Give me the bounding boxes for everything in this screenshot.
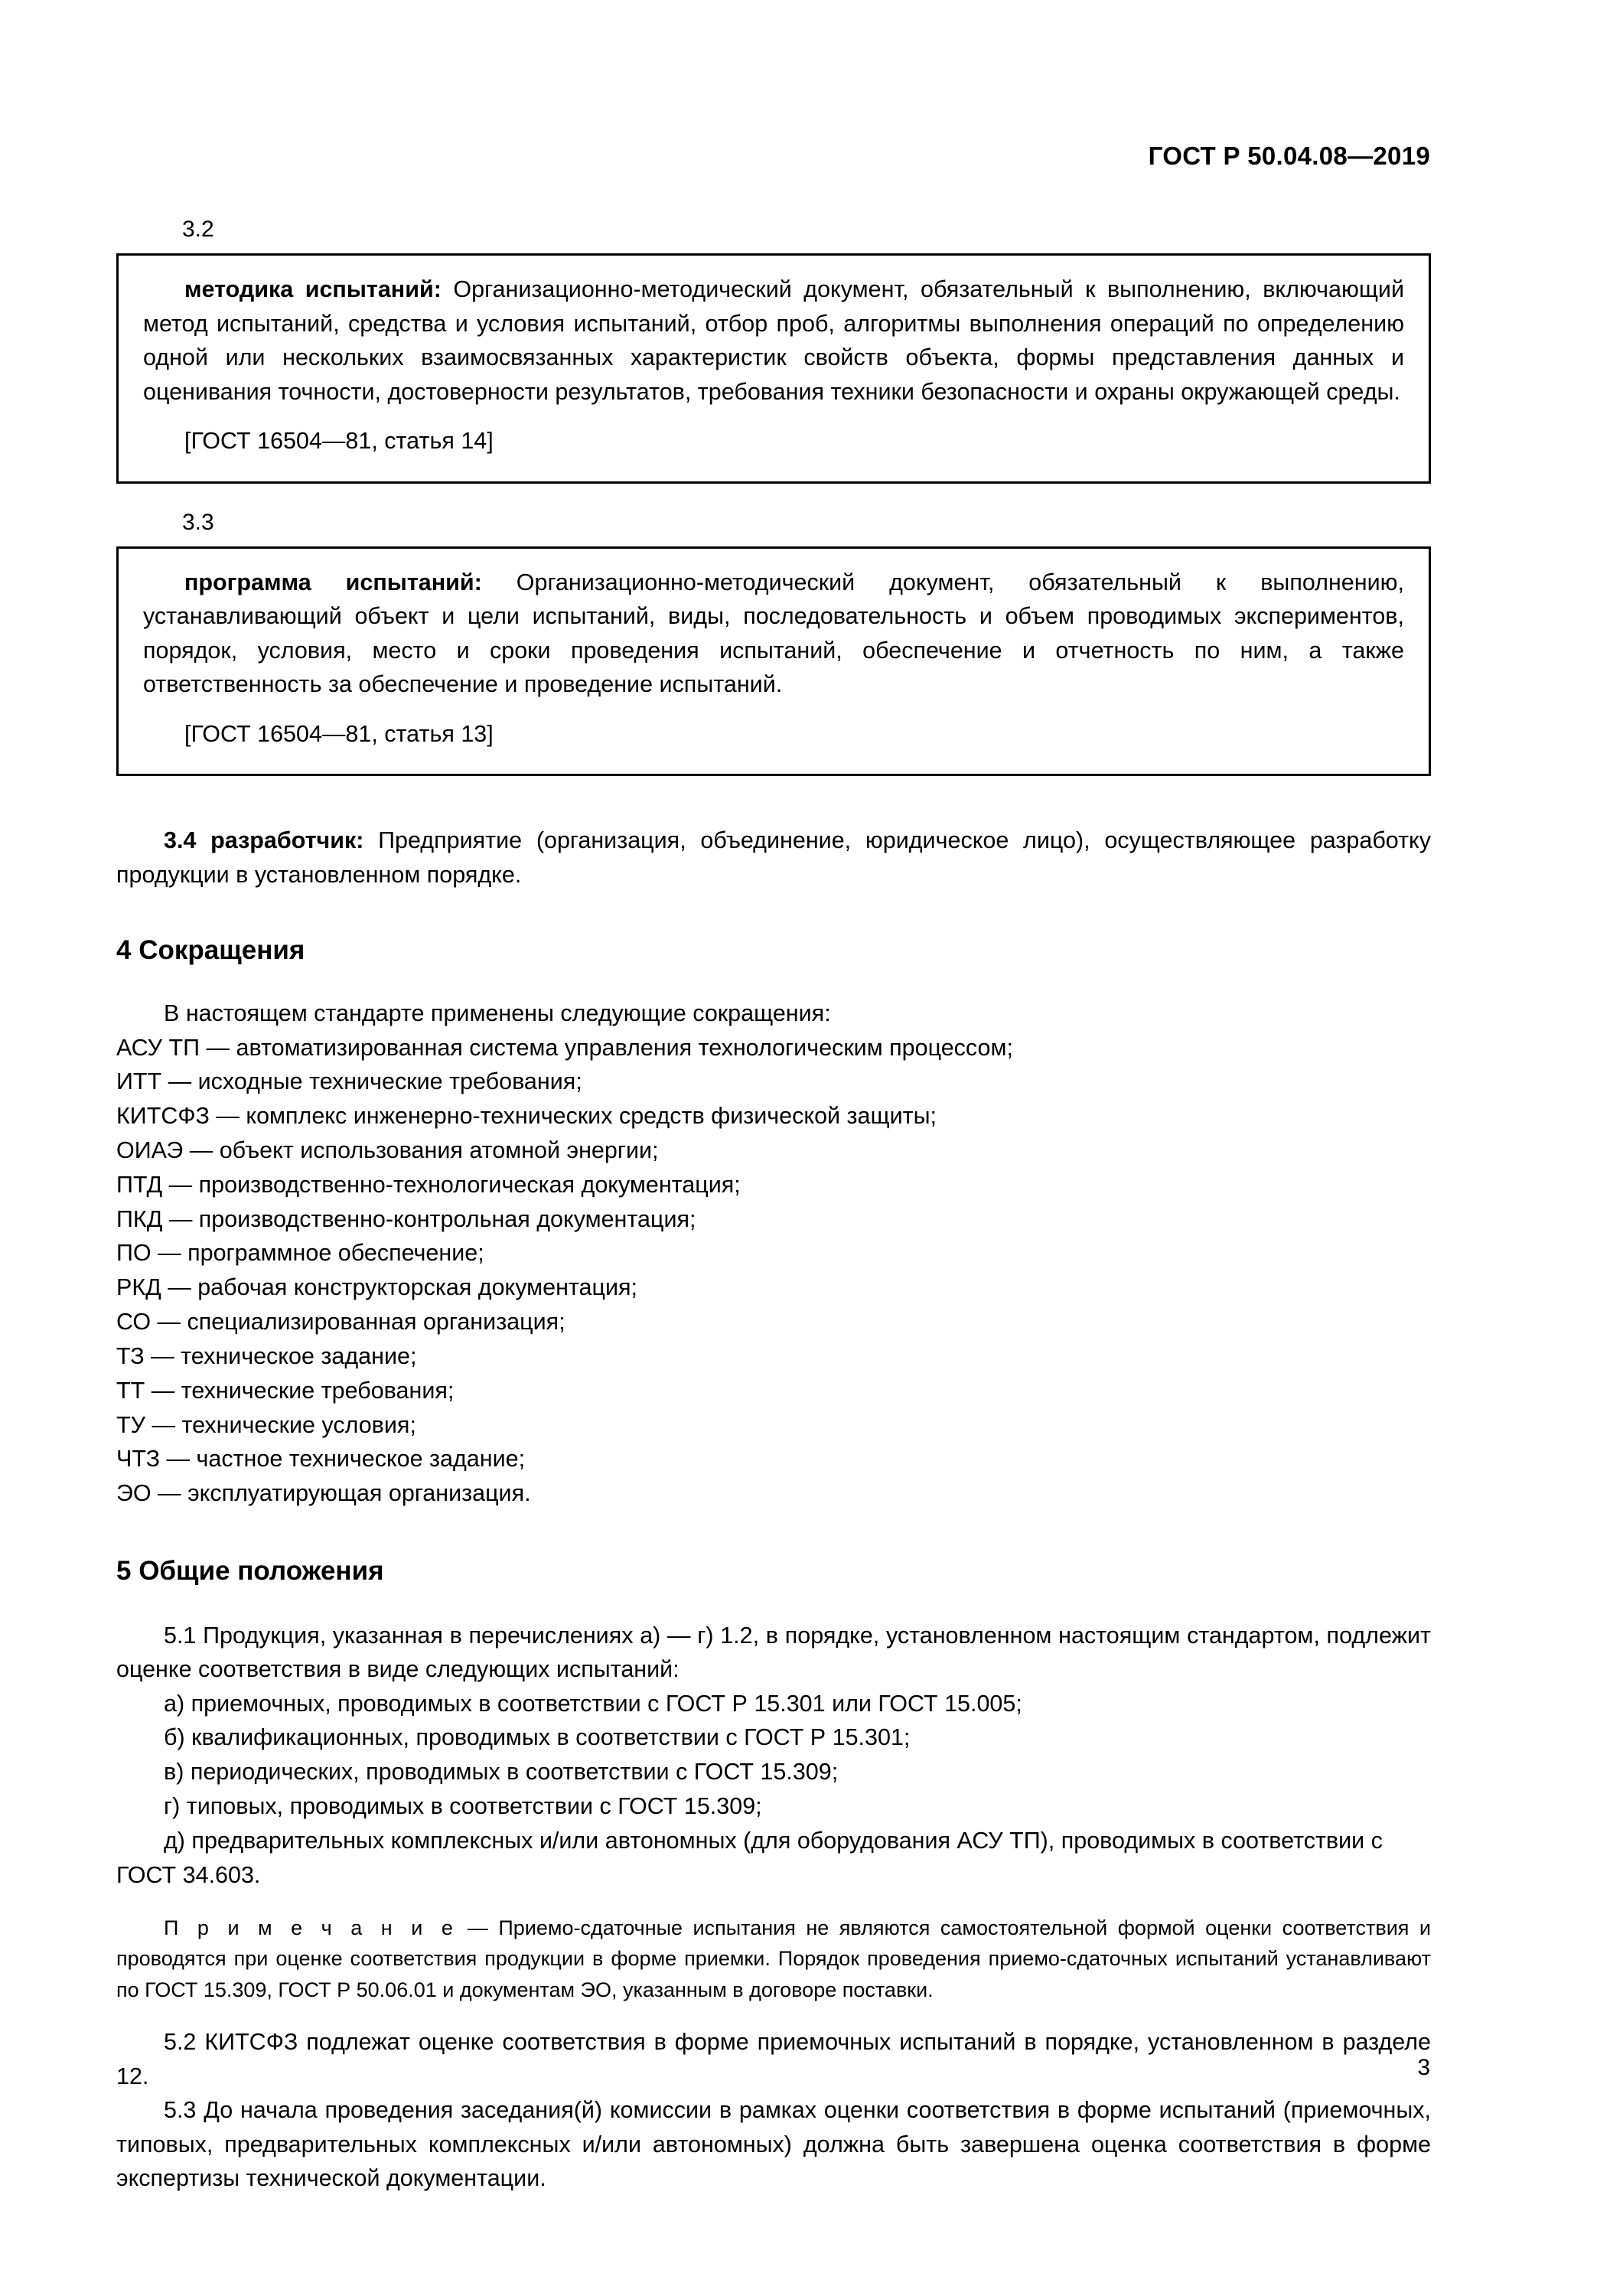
document-standard-id: ГОСТ Р 50.04.08—2019 — [1148, 142, 1430, 170]
enumeration-list-5-1 — [116, 1687, 1431, 1893]
list-item: ТТ — технические требования; — [116, 1377, 455, 1404]
list-item: РКД — рабочая конструкторская документация; — [116, 1274, 637, 1301]
definition-source-3-3: [ГОСТ 16504—81, статья 13] — [184, 720, 494, 747]
list-item: ПТД — производственно-технологическая документация; — [116, 1171, 741, 1198]
paragraph-5-2: 5.2 КИТСФЗ подлежат оценке соответствия в форме приемочных испытаний в порядке, установленном в разделе 12. — [116, 2029, 1431, 2089]
definition-box-3-2 — [116, 253, 1431, 484]
list-item: ОИАЭ — объект использования атомной энергии; — [116, 1137, 659, 1163]
note-block — [116, 1913, 1431, 2006]
list-item: б) квалификационных, проводимых в соответствии с ГОСТ Р 15.301; — [164, 1724, 911, 1751]
list-item: СО — специализированная организация; — [116, 1309, 565, 1336]
definition-source-3-2: [ГОСТ 16504—81, статья 14] — [184, 428, 494, 455]
clause-3-4-text: Предприятие (организация, объединение, юридическое лицо), осуществляющее разработку продукции в установленном порядке. — [116, 827, 1431, 888]
list-item: д) предварительных комплексных и/или автономных (для оборудования АСУ ТП), проводимых в соответствии с ГОСТ 34.603. — [116, 1827, 1383, 1888]
list-item: ИТТ — исходные технические требования; — [116, 1068, 582, 1095]
clause-3-4 — [116, 823, 1431, 892]
page-content — [116, 218, 1431, 2196]
page-number: 3 — [1417, 2055, 1430, 2080]
list-item: ПО — программное обеспечение; — [116, 1240, 484, 1267]
list-item: ЭО — эксплуатирующая организация. — [116, 1480, 531, 1507]
definition-box-3-3 — [116, 546, 1431, 777]
section-heading-4: 4 Сокращения — [116, 935, 305, 966]
definition-term-3-3: программа испытаний: — [184, 569, 482, 595]
clause-number-3-2: 3.2 — [182, 217, 214, 242]
note-label: П р и м е ч а н и е — [164, 1916, 458, 1939]
clause-3-4-lead: 3.4 разработчик: — [164, 827, 364, 854]
list-item: КИТСФЗ — комплекс инженерно-технических средств физической защиты; — [116, 1103, 937, 1130]
clause-number-3-3: 3.3 — [182, 509, 214, 535]
paragraph-5-3: 5.3 До начала проведения заседания(й) комиссии в рамках оценки соответствия в форме испытаний (приемочных, типовых, предварительных комплексных и/или автономных) должна быть завершена оценка соответствия в форме экспертизы технической документации. — [116, 2097, 1431, 2192]
paragraph-5-1: 5.1 Продукция, указанная в перечислениях а) — г) 1.2, в порядке, установленном настоящим стандартом, подлежит оценке соответствия в виде следующих испытаний: — [116, 1622, 1431, 1683]
list-item: г) типовых, проводимых в соответствии с ГОСТ 15.309; — [164, 1793, 762, 1820]
note-text: — Приемо-сдаточные испытания не являются самостоятельной формой оценки соответствия и проводятся при оценке соответствия продукции в форме приемки. Порядок проведения приемо-сдаточных испытаний устанавливают по ГОСТ 15.309, ГОСТ Р 50.06.01 и документам ЭО, указанным в договоре поставки. — [116, 1916, 1431, 2001]
list-item: АСУ ТП — автоматизированная система управления технологическим процессом; — [116, 1034, 1013, 1061]
abbreviations-intro: В настоящем стандарте применены следующие сокращения: — [164, 1000, 831, 1026]
abbreviations-list — [116, 1031, 1431, 1512]
list-item: в) периодических, проводимых в соответствии с ГОСТ 15.309; — [164, 1759, 839, 1786]
definition-text-3-3 — [143, 566, 1404, 702]
list-item: ТУ — технические условия; — [116, 1411, 416, 1438]
list-item: а) приемочных, проводимых в соответствии с ГОСТ Р 15.301 или ГОСТ 15.005; — [164, 1690, 1022, 1717]
definition-body-3-2: Организационно-методический документ, обязательный к выполнению, включающий метод испытаний, средства и условия испытаний, отбор проб, алгоритмы выполнения операций по определению одной или нескольких взаимосвязанных характеристик свойств объекта, формы представления данных и оценивания точности, достоверности результатов, требования техники безопасности и охраны окружающей среды. — [143, 276, 1405, 405]
list-item: ПКД — производственно-контрольная документация; — [116, 1205, 696, 1232]
definition-body-3-3: Организационно-методический документ, обязательный к выполнению, устанавливающий объект и цели испытаний, виды, последовательность и объем проводимых экспериментов, порядок, условия, место и сроки проведения испытаний, обеспечение и отчетность по ним, а также ответственность за обеспечение и проведение испытаний. — [143, 569, 1404, 698]
definition-term-3-2: методика испытаний: — [184, 276, 442, 302]
definition-text-3-2 — [143, 272, 1404, 409]
list-item: ЧТЗ — частное техническое задание; — [116, 1446, 526, 1473]
section-heading-5: 5 Общие положения — [116, 1556, 384, 1587]
list-item: ТЗ — техническое задание; — [116, 1342, 417, 1369]
